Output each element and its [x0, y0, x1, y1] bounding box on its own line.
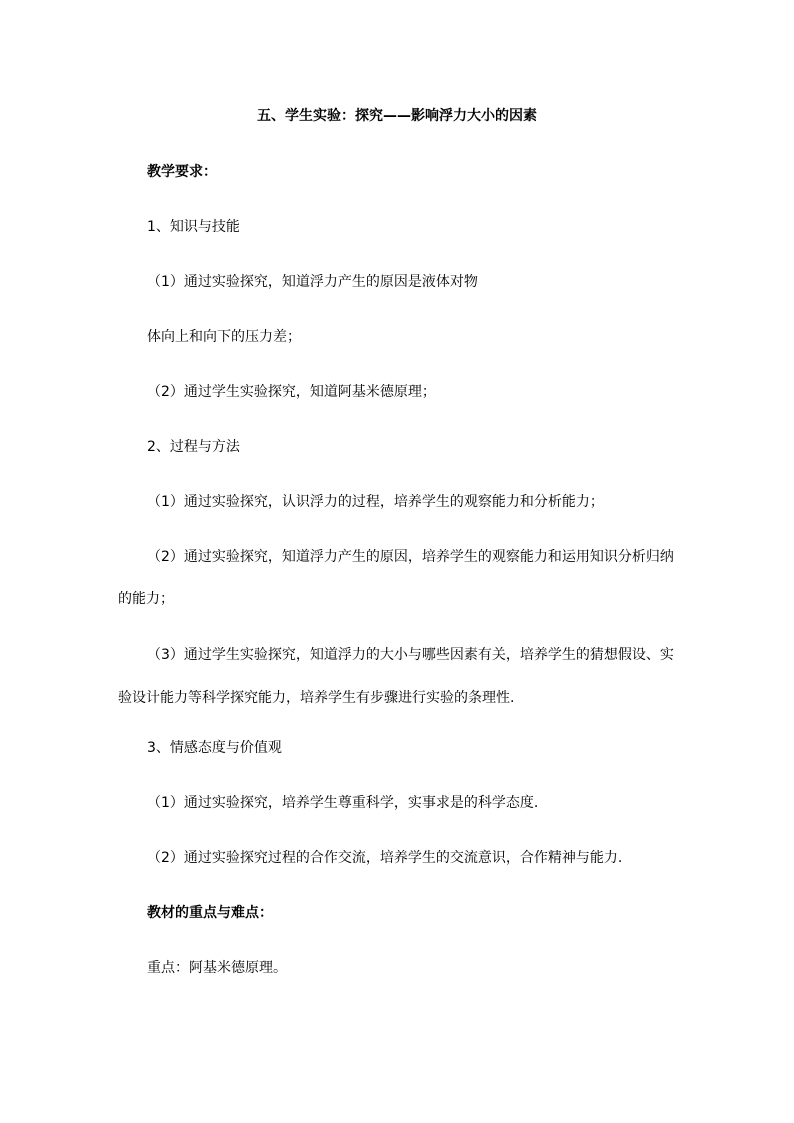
paragraph-line: 体向上和向下的压力差；: [147, 329, 301, 345]
section-heading-teaching-requirements: 教学要求：: [147, 164, 217, 180]
paragraph-line: （3）通过学生实验探究，知道浮力的大小与哪些因素有关，培养学生的猜想假设、实: [147, 647, 674, 663]
paragraph-line: （1）通过实验探究，知道浮力产生的原因是液体对物: [147, 274, 478, 290]
paragraph-line: （2）通过学生实验探究，知道阿基米德原理；: [147, 384, 436, 400]
subheading-knowledge-skills: 1、知识与技能: [147, 219, 240, 235]
paragraph-line: （2）通过实验探究，知道浮力产生的原因，培养学生的观察能力和运用知识分析归纳: [147, 549, 674, 565]
document-title: 五、学生实验：探究——影响浮力大小的因素: [257, 108, 537, 124]
paragraph-line: 重点：阿基米德原理。: [147, 960, 287, 976]
subheading-emotions-values: 3、情感态度与价值观: [147, 740, 282, 756]
paragraph-line: （1）通过实验探究，认识浮力的过程，培养学生的观察能力和分析能力；: [147, 494, 604, 510]
section-heading-key-points: 教材的重点与难点：: [147, 905, 273, 921]
paragraph-line: （2）通过实验探究过程的合作交流，培养学生的交流意识，合作精神与能力.: [147, 850, 623, 866]
paragraph-line: （1）通过实验探究，培养学生尊重科学，实事求是的科学态度.: [147, 795, 539, 811]
subheading-process-methods: 2、过程与方法: [147, 439, 240, 455]
paragraph-line: 验设计能力等科学探究能力，培养学生有步骤进行实验的条理性.: [118, 690, 515, 706]
paragraph-line: 的能力；: [118, 591, 174, 607]
